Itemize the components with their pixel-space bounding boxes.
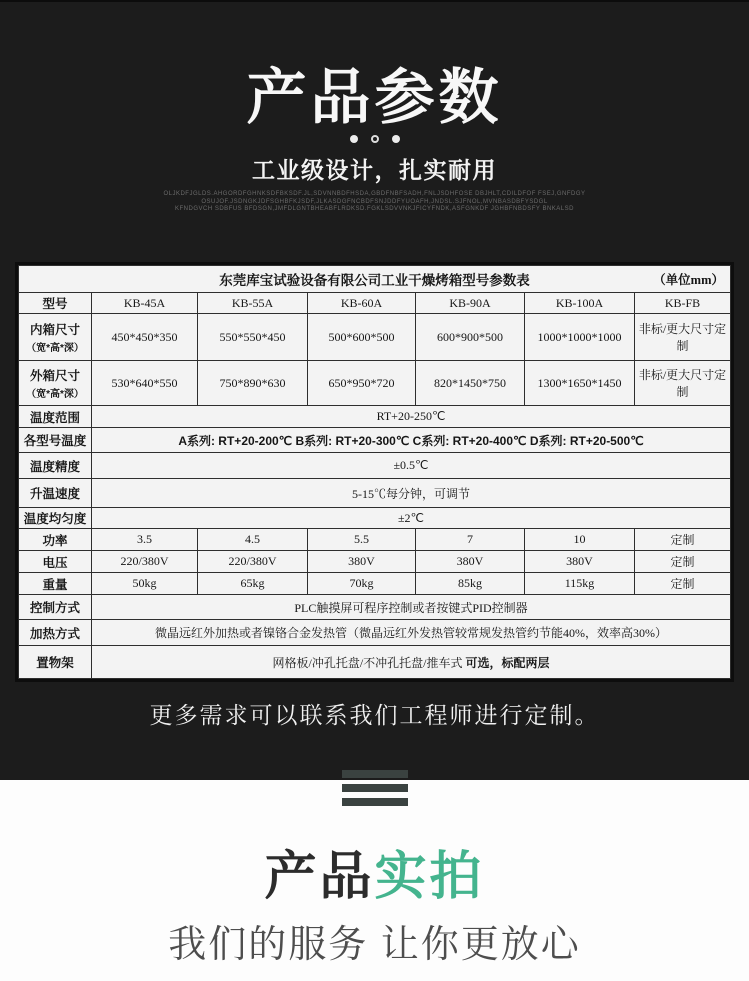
dot-icon (350, 135, 358, 143)
photo-title-black: 产品 (264, 848, 375, 906)
spec-cell: 750*890*630 (198, 361, 308, 406)
spec-cell: 5-15℃每分钟，可调节 (92, 479, 731, 508)
row-label: 内箱尺寸 （宽*高*深） (19, 314, 92, 361)
row-label: 电压 (19, 551, 92, 573)
spec-cell: 5.5 (308, 529, 416, 551)
row-label: 控制方式 (19, 595, 92, 620)
spec-cell: 65kg (198, 573, 308, 595)
table-row-weight (19, 573, 731, 595)
spec-cell: 10 (525, 529, 635, 551)
table-row-precision (19, 453, 731, 479)
spec-cell: 550*550*450 (198, 314, 308, 361)
divider-bars-icon (342, 770, 408, 806)
bar-icon (342, 798, 408, 806)
row-label: 重量 (19, 573, 92, 595)
spec-cell: 3.5 (92, 529, 198, 551)
spec-cell: 1300*1650*1450 (525, 361, 635, 406)
row-label: 型号 (19, 293, 92, 314)
spec-cell: 380V (308, 551, 416, 573)
spec-cell: 微晶远红外加热或者镍铬合金发热管（微晶远红外发热管较常规发热管约节能40%，效率高30%） (92, 620, 731, 646)
spec-cell: 820*1450*750 (416, 361, 525, 406)
table-row-series-temp (19, 428, 731, 453)
table-title-cell (19, 266, 731, 293)
spec-cell: KB-90A (416, 293, 525, 314)
dot-hollow-icon (371, 135, 379, 143)
spec-cell: 网格板/冲孔托盘/不冲孔托盘/推车式 可选，标配两层 (92, 646, 731, 679)
spec-cell: 非标/更大尺寸定制 (635, 361, 731, 406)
photo-section-subtitle: 我们的服务 让你更放心 (168, 924, 581, 966)
row-label: 功率 (19, 529, 92, 551)
spec-table-container (15, 262, 734, 682)
spec-cell: 非标/更大尺寸定制 (635, 314, 731, 361)
table-row-heat-rate (19, 479, 731, 508)
dot-icon (392, 135, 400, 143)
row-label: 温度精度 (19, 453, 92, 479)
table-row-power (19, 529, 731, 551)
table-unit-note: （单位mm） (653, 273, 724, 287)
spec-cell: 600*900*500 (416, 314, 525, 361)
spec-cell: KB-55A (198, 293, 308, 314)
spec-cell: 500*600*500 (308, 314, 416, 361)
spec-cell: A系列: RT+20-200℃ B系列: RT+20-300℃ C系列: RT+20-400℃ D系列: RT+20-500℃ (92, 428, 731, 453)
row-label: 各型号温度 (19, 428, 92, 453)
spec-cell: 220/380V (198, 551, 308, 573)
bar-icon (342, 770, 408, 778)
spec-cell: 70kg (308, 573, 416, 595)
dots-divider-icon (0, 135, 749, 143)
spec-cell: KB-60A (308, 293, 416, 314)
spec-cell: 定制 (635, 529, 731, 551)
spec-cell: ±2℃ (92, 508, 731, 529)
spec-cell: 220/380V (92, 551, 198, 573)
spec-cell: 650*950*720 (308, 361, 416, 406)
row-label: 温度均匀度 (19, 508, 92, 529)
fineprint-line: OLJKDFJGLDS.AHGORDFGHNKSDFBKSDF.JL,SDVNNBDFHSDA,GBDFNBFSADH,FNLJSDHFOSE DBJHLT,CDILDFOF FSEJ,GNFDGY (163, 191, 586, 197)
table-row-voltage (19, 551, 731, 573)
row-label: 外箱尺寸 （宽*高*深） (19, 361, 92, 406)
spec-cell: 定制 (635, 573, 731, 595)
decorative-fineprint (0, 191, 749, 214)
spec-cell: 380V (416, 551, 525, 573)
row-label: 置物架 (19, 646, 92, 679)
spec-cell: 1000*1000*1000 (525, 314, 635, 361)
spec-cell: PLC触摸屏可程序控制或者按键式PID控制器 (92, 595, 731, 620)
table-row-uniformity (19, 508, 731, 529)
photo-title-green: 实拍 (374, 848, 485, 906)
section-subtitle: 工业级设计，扎实耐用 (252, 157, 497, 183)
table-row-heating (19, 620, 731, 646)
spec-cell: 7 (416, 529, 525, 551)
table-row-inner-size (19, 314, 731, 361)
photo-section-title (0, 834, 749, 909)
table-title-row (19, 266, 731, 293)
spec-cell: ±0.5℃ (92, 453, 731, 479)
spec-cell: KB-45A (92, 293, 198, 314)
spec-cell: KB-100A (525, 293, 635, 314)
section-title: 产品参数 (246, 64, 503, 131)
table-row-outer-size (19, 361, 731, 406)
fineprint-line: OSUJOF.JSDNGKJDFSGHBFKJSDF,JLKASDGFNCBDFSNJDDFYUOAFH,JNDSL.SJFNOL,MVNBASDBFYSDGL (201, 198, 548, 205)
spec-cell: 115kg (525, 573, 635, 595)
row-label: 温度范围 (19, 406, 92, 428)
custom-contact-note: 更多需求可以联系我们工程师进行定制。 (149, 702, 600, 728)
spec-cell: 380V (525, 551, 635, 573)
spec-cell: RT+20-250℃ (92, 406, 731, 428)
spec-cell: 50kg (92, 573, 198, 595)
row-label: 升温速度 (19, 479, 92, 508)
spec-cell: KB-FB (635, 293, 731, 314)
table-row-model (19, 293, 731, 314)
spec-cell: 450*450*350 (92, 314, 198, 361)
table-title: 东莞库宝试验设备有限公司工业干燥烤箱型号参数表 (219, 273, 530, 288)
bar-icon (342, 784, 408, 792)
table-row-temp-range (19, 406, 731, 428)
table-row-shelf (19, 646, 731, 679)
spec-cell: 530*640*550 (92, 361, 198, 406)
spec-table (18, 265, 731, 679)
spec-cell: 4.5 (198, 529, 308, 551)
table-row-control (19, 595, 731, 620)
spec-cell: 85kg (416, 573, 525, 595)
spec-cell: 定制 (635, 551, 731, 573)
row-label: 加热方式 (19, 620, 92, 646)
fineprint-line: KFNDGVCH SDBFUS BFDSGN,JMFDLGNTBHEABFLRDKSD.FGKLSDVVNKJFICYFNDK,ASFGNKDF JGHBFNBDSFY BNKALSD (175, 206, 574, 212)
